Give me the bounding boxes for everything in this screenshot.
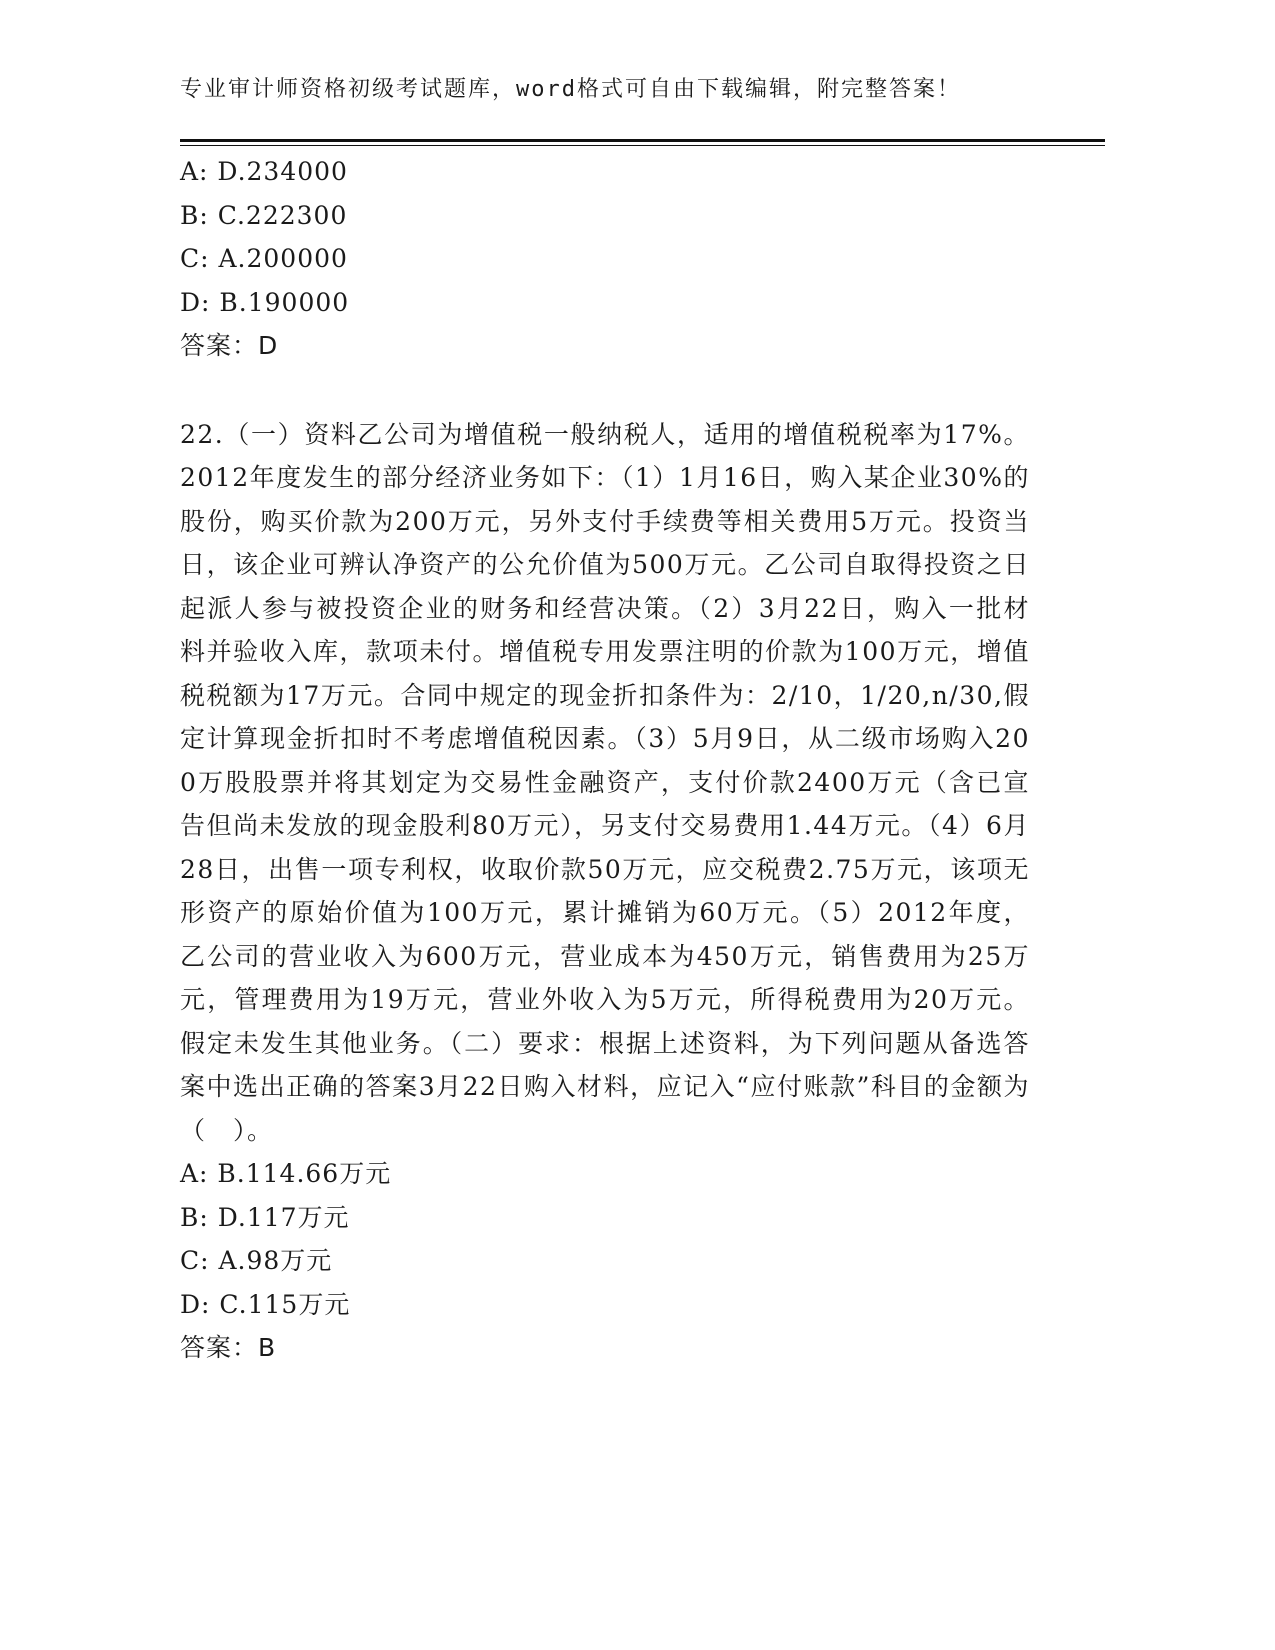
option-a: A: D.234000 (180, 157, 348, 186)
option-b: B: C.222300 (180, 200, 348, 230)
answer-line: 答案：D (180, 331, 279, 360)
option-c: C: A.98万元 (180, 1246, 333, 1275)
page-header: 专业审计师资格初级考试题库，word格式可自由下载编辑，附完整答案！ (180, 77, 961, 102)
option-c: C: A.200000 (180, 244, 348, 273)
option-b: B: D.117万元 (180, 1202, 350, 1232)
option-a: A: B.114.66万元 (180, 1159, 392, 1188)
header-rule-thin (180, 145, 1105, 146)
question-21-options (180, 150, 1040, 368)
page-content (180, 150, 1040, 1370)
header-rule-thick (180, 139, 1105, 142)
option-d: D: C.115万元 (180, 1289, 351, 1319)
question-text: 22.（一）资料乙公司为增值税一般纳税人，适用的增值税税率为17%。2012年度发生的部分经济业务如下：（1）1月16日，购入某企业30%的股份，购买价款为200万元，另外支付手续费等相关费用5万元。投资当日，该企业可辨认净资产的公允价值为500万元。乙公司自取得投资之日起派人参与被投资企业的财务和经营决策。（2）3月22日，购入一批材料并验收入库，款项未付。增值税专用发票注明的价款为100万元，增值税税额为17万元。合同中规定的现金折扣条件为：2/10，1/20,n/30,假定计算现金折扣时不考虑增值税因素。（3）5月9日，从二级市场购入200万股股票并将其划定为交易性金融资产，支付价款2400万元（含已宣告但尚未发放的现金股利80万元），另支付交易费用1.44万元。（4）6月28日，出售一项专利权，收取价款50万元，应交税费2.75万元，该项无形资产的原始价值为100万元，累计摊销为60万元。（5）2012年度，乙公司的营业收入为600万元，营业成本为450万元，销售费用为25万元，管理费用为19万元，营业外收入为5万元，所得税费用为20万元。假定未发生其他业务。（二）要求：根据上述资料，为下列问题从备选答案中选出正确的答案3月22日购入材料，应记入“应付账款”科目的金额为（ ）。 (180, 419, 1030, 1145)
question-22 (180, 413, 1040, 1370)
answer-line: 答案：B (180, 1333, 277, 1362)
option-d: D: B.190000 (180, 287, 350, 317)
